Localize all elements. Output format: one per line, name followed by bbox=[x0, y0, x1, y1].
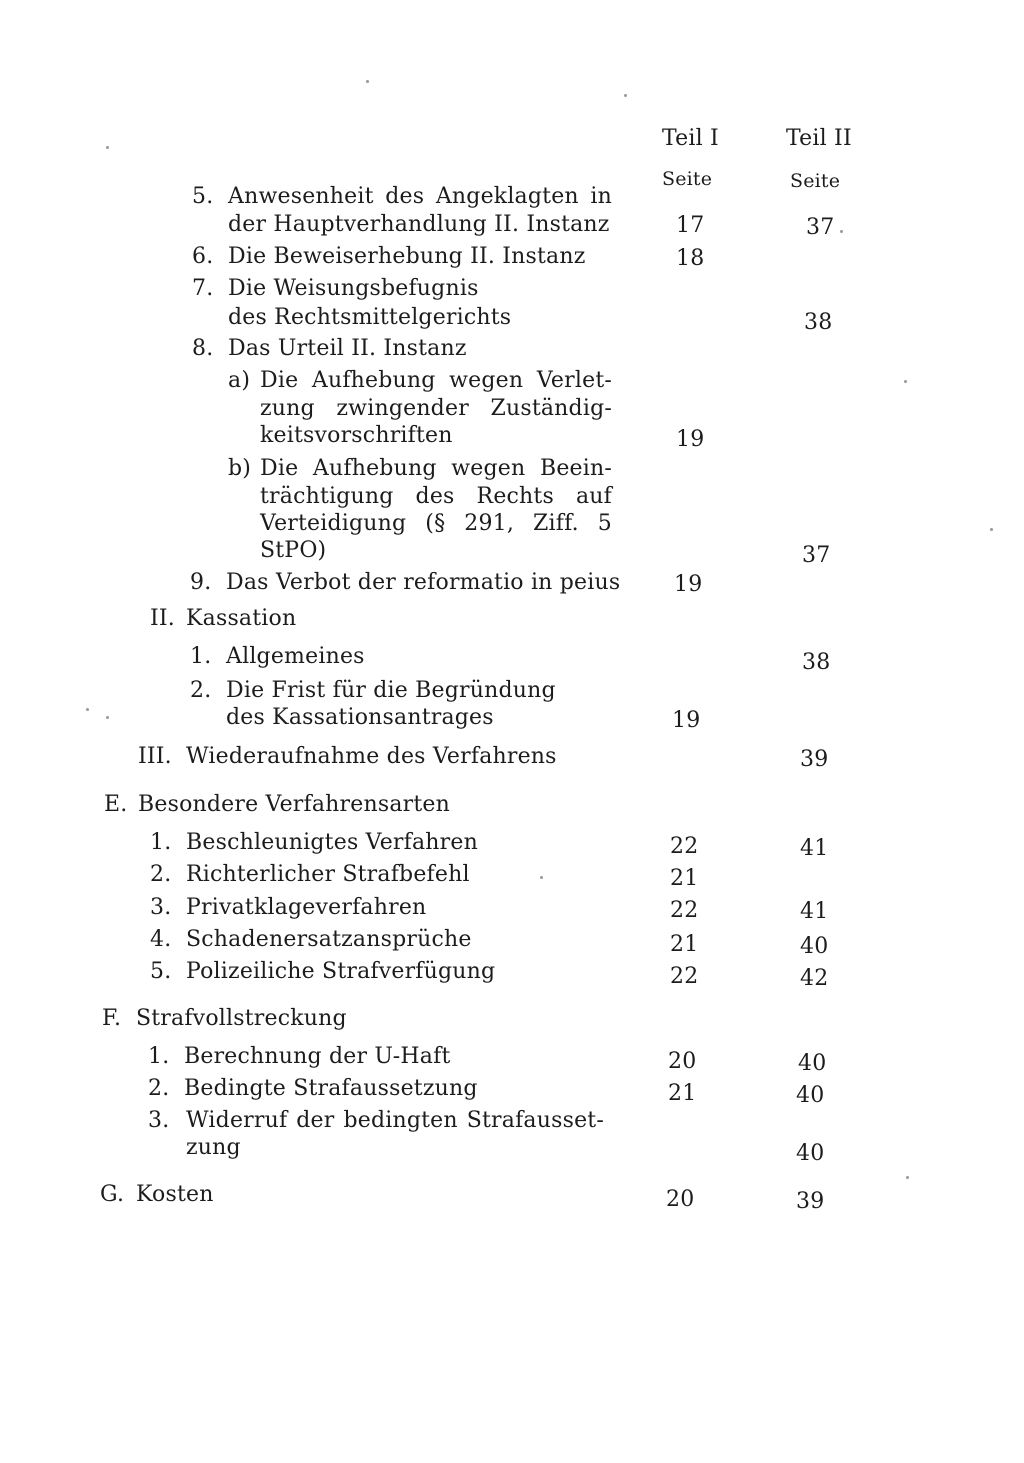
entry-number: 9. bbox=[190, 570, 212, 595]
entry-number: b) bbox=[228, 456, 252, 481]
entry-text: des Kassationsantrages bbox=[226, 705, 494, 730]
entry-text: Das Verbot der reformatio in peius bbox=[226, 570, 621, 595]
entry-text: Bedingte Strafaussetzung bbox=[184, 1076, 478, 1101]
entry-text: Widerruf der bedingten Strafausset- bbox=[186, 1108, 604, 1133]
page-teil-2: 42 bbox=[800, 966, 829, 991]
page-teil-2: 40 bbox=[796, 1083, 825, 1108]
chapter-number: G. bbox=[100, 1182, 125, 1207]
entry-text: Schadenersatzansprüche bbox=[186, 927, 472, 952]
page-teil-2: 38 bbox=[802, 650, 831, 675]
scan-speck bbox=[904, 380, 907, 383]
col1-title: Teil I bbox=[662, 126, 719, 151]
page-teil-2: 37 bbox=[802, 543, 831, 568]
entry-number: 5. bbox=[192, 184, 214, 209]
entry-number: 8. bbox=[192, 336, 214, 361]
page-teil-2: 40 bbox=[798, 1051, 827, 1076]
entry-text: Verteidigung (§ 291, Ziff. 5 bbox=[260, 511, 612, 536]
page-teil-2: 41 bbox=[800, 899, 829, 924]
chapter-number: E. bbox=[104, 792, 128, 817]
chapter-number: F. bbox=[102, 1006, 122, 1031]
page-teil-2: 39 bbox=[796, 1189, 825, 1214]
scan-speck bbox=[106, 146, 109, 149]
scan-speck bbox=[906, 1176, 909, 1179]
scan-speck bbox=[840, 230, 843, 233]
entry-number: 3. bbox=[150, 895, 172, 920]
page-teil-1: 19 bbox=[676, 427, 705, 452]
chapter-title: Strafvollstreckung bbox=[136, 1006, 347, 1031]
entry-text: StPO) bbox=[260, 538, 327, 563]
entry-number: 1. bbox=[148, 1044, 170, 1069]
entry-text: keitsvorschriften bbox=[260, 423, 453, 448]
entry-text: Das Urteil II. Instanz bbox=[228, 336, 467, 361]
section-title: Wiederaufnahme des Verfahrens bbox=[186, 744, 557, 769]
entry-text: Die Beweiserhebung II. Instanz bbox=[228, 244, 586, 269]
page-teil-1: 17 bbox=[676, 213, 705, 238]
entry-text: zung zwingender Zuständig- bbox=[260, 396, 612, 421]
entry-number: a) bbox=[228, 368, 251, 393]
scan-speck bbox=[624, 94, 627, 97]
scan-speck bbox=[366, 80, 369, 83]
page-teil-1: 20 bbox=[668, 1049, 697, 1074]
entry-text: der Hauptverhandlung II. Instanz bbox=[228, 212, 610, 237]
entry-number: 2. bbox=[148, 1076, 170, 1101]
section-title: Kassation bbox=[186, 606, 297, 631]
page-teil-1: 22 bbox=[670, 898, 699, 923]
section-number: III. bbox=[138, 744, 172, 769]
scan-speck bbox=[990, 528, 993, 531]
page-teil-2: 39 bbox=[800, 747, 829, 772]
entry-text: des Rechtsmittelgerichts bbox=[228, 305, 512, 330]
chapter-title: Kosten bbox=[136, 1182, 214, 1207]
page-teil-1: 20 bbox=[666, 1187, 695, 1212]
page-teil-1: 19 bbox=[672, 708, 701, 733]
entry-text: trächtigung des Rechts auf bbox=[260, 484, 612, 509]
entry-text: Berechnung der U-Haft bbox=[184, 1044, 451, 1069]
page-teil-2: 41 bbox=[800, 836, 829, 861]
chapter-title: Besondere Verfahrensarten bbox=[138, 792, 451, 817]
page-teil-1: 18 bbox=[676, 246, 705, 271]
page-teil-1: 22 bbox=[670, 834, 699, 859]
page-teil-2: 40 bbox=[800, 934, 829, 959]
section-number: II. bbox=[150, 606, 175, 631]
entry-text: Beschleunigtes Verfahren bbox=[186, 830, 478, 855]
entry-number: 2. bbox=[190, 678, 212, 703]
entry-number: 7. bbox=[192, 276, 214, 301]
col2-subtitle: Seite bbox=[790, 170, 841, 192]
page-teil-1: 21 bbox=[668, 1081, 697, 1106]
entry-number: 3. bbox=[148, 1108, 170, 1133]
scan-speck bbox=[540, 876, 543, 879]
col2-title: Teil II bbox=[786, 126, 852, 151]
page-teil-1: 21 bbox=[670, 932, 699, 957]
entry-number: 2. bbox=[150, 862, 172, 887]
entry-text: zung bbox=[186, 1135, 241, 1160]
entry-number: 4. bbox=[150, 927, 172, 952]
entry-number: 1. bbox=[150, 830, 172, 855]
page-teil-1: 21 bbox=[670, 866, 699, 891]
col1-subtitle: Seite bbox=[662, 168, 713, 190]
page-teil-1: 19 bbox=[674, 572, 703, 597]
entry-text: Anwesenheit des Angeklagten in bbox=[228, 184, 612, 209]
page-teil-1: 22 bbox=[670, 964, 699, 989]
scan-speck bbox=[106, 716, 109, 719]
entry-text: Die Aufhebung wegen Verlet- bbox=[260, 368, 612, 393]
entry-text: Polizeiliche Strafverfügung bbox=[186, 959, 496, 984]
entry-number: 1. bbox=[190, 644, 212, 669]
entry-number: 6. bbox=[192, 244, 214, 269]
entry-text: Richterlicher Strafbefehl bbox=[186, 862, 470, 887]
scan-speck bbox=[86, 708, 89, 711]
page-teil-2: 40 bbox=[796, 1141, 825, 1166]
entry-text: Allgemeines bbox=[226, 644, 365, 669]
page-teil-2: 38 bbox=[804, 310, 833, 335]
entry-text: Die Aufhebung wegen Beein- bbox=[260, 456, 612, 481]
entry-text: Privatklageverfahren bbox=[186, 895, 427, 920]
entry-text: Die Frist für die Begründung bbox=[226, 678, 556, 703]
page-teil-2: 37 bbox=[806, 215, 835, 240]
entry-text: Die Weisungsbefugnis bbox=[228, 276, 479, 301]
entry-number: 5. bbox=[150, 959, 172, 984]
